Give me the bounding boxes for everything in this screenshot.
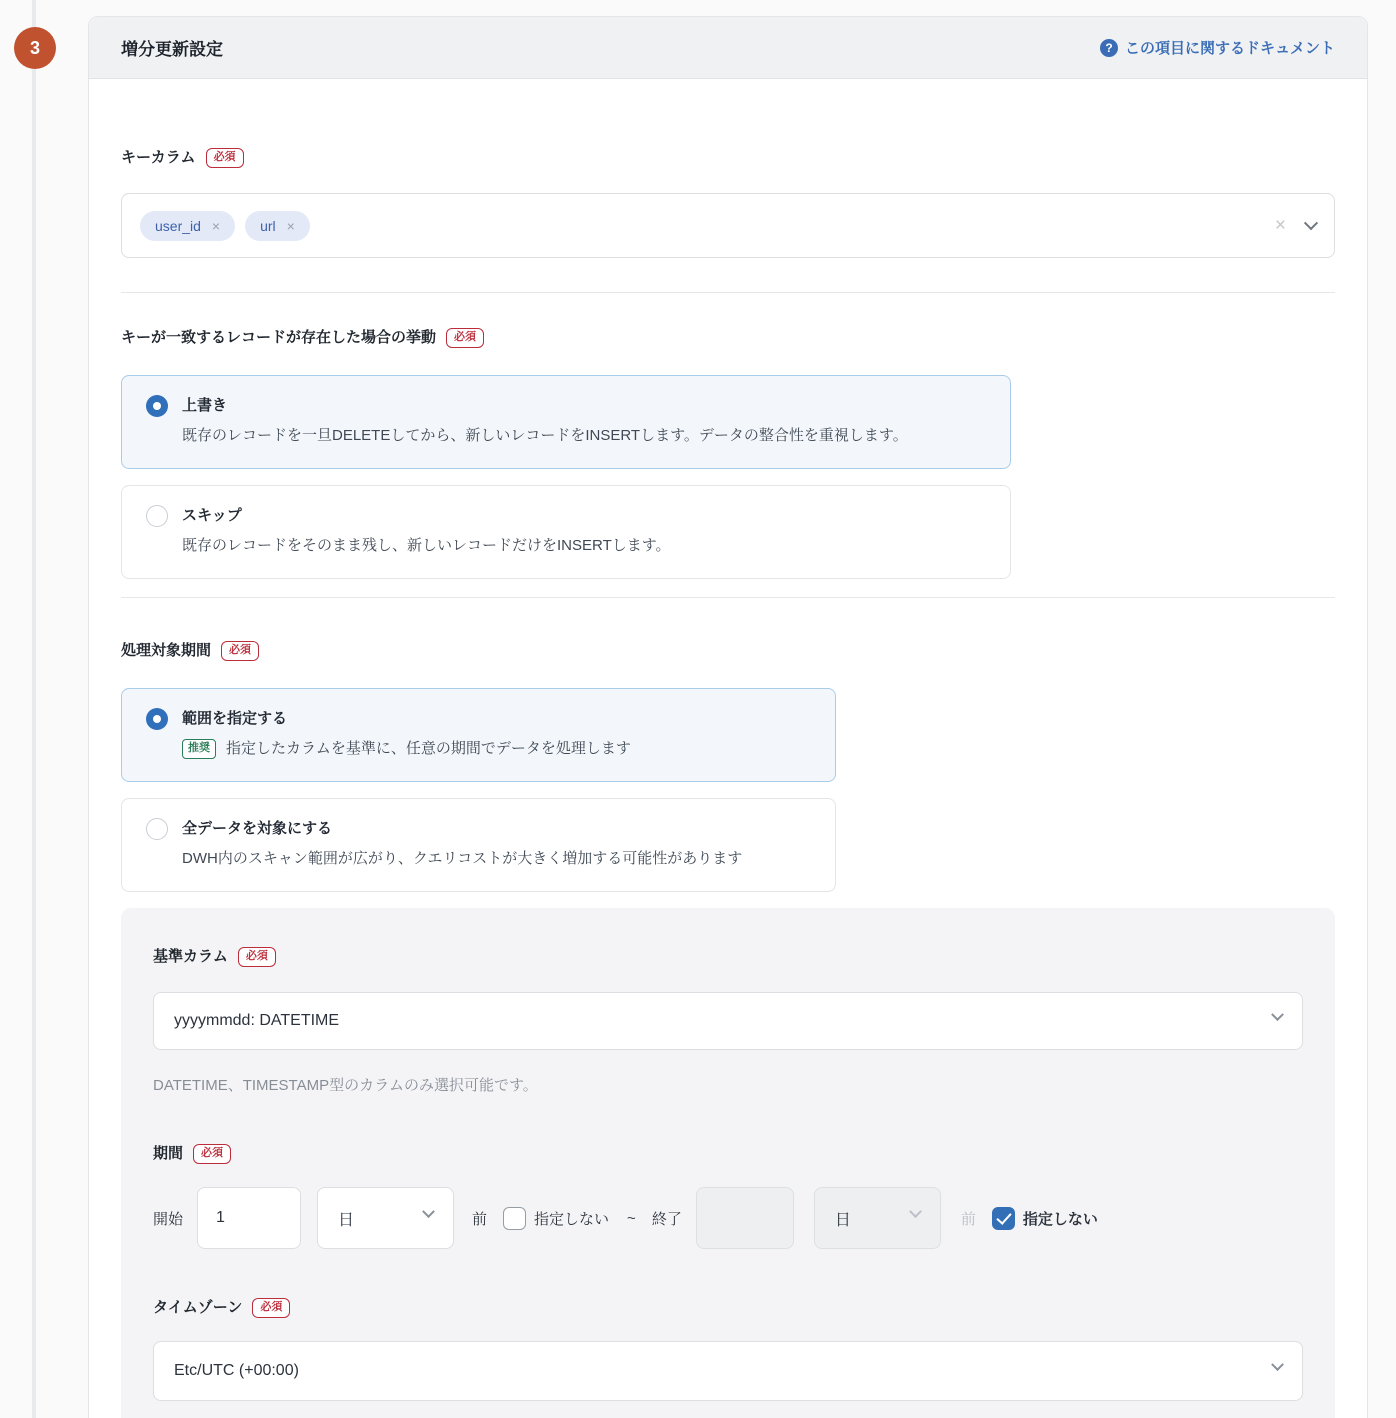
card-body (89, 147, 1367, 1418)
end-label: 終了 (651, 1210, 682, 1228)
option-all-data[interactable] (121, 798, 836, 892)
start-value-input[interactable] (197, 1187, 301, 1249)
option-specify-range[interactable] (121, 688, 836, 782)
option-skip-head (146, 505, 986, 527)
radio-selected-icon[interactable] (146, 395, 168, 417)
range-settings-panel (121, 908, 1335, 1418)
tag-user-id-label: user_id (155, 217, 201, 234)
tilde-separator: ~ (627, 1209, 636, 1227)
option-skip-description-text: 既存のレコードをそのまま残し、新しいレコードだけをINSERTします。 (182, 537, 671, 554)
merge-behavior-section (121, 327, 1335, 579)
start-label: 開始 (153, 1210, 184, 1228)
multiselect-controls (1275, 216, 1316, 235)
option-specify-range-head (146, 708, 811, 730)
timezone-section (153, 1297, 1303, 1401)
merge-behavior-label: キーが一致するレコードが存在した場合の挙動 (121, 329, 437, 346)
timezone-value: Etc/UTC (+00:00) (174, 1362, 299, 1379)
end-not-specified-label: 指定しない (1022, 1210, 1098, 1228)
option-all-data-description (182, 848, 811, 870)
end-unit-value: 日 (834, 1211, 851, 1229)
chevron-down-icon (1271, 1008, 1284, 1021)
required-badge: 必須 (193, 1144, 231, 1164)
remove-tag-icon[interactable]: × (211, 217, 221, 234)
key-column-label: キーカラム (121, 149, 196, 166)
base-column-section (153, 946, 1303, 1095)
start-unit-value: 日 (338, 1211, 355, 1229)
section-divider (121, 597, 1335, 598)
end-value-input[interactable] (696, 1187, 794, 1249)
incremental-update-settings-card (88, 16, 1368, 1418)
base-column-help-text: DATETIME、TIMESTAMP型のカラムのみ選択可能です。 (153, 1077, 538, 1094)
merge-behavior-label-row (121, 327, 1335, 349)
period-row (153, 1187, 1303, 1249)
key-column-tags (140, 211, 310, 241)
option-overwrite[interactable] (121, 375, 1011, 469)
section-divider (121, 292, 1335, 293)
option-skip[interactable] (121, 485, 1011, 579)
option-overwrite-head (146, 395, 986, 417)
start-unit-select[interactable] (317, 1187, 454, 1249)
chevron-down-icon (1271, 1358, 1284, 1371)
documentation-link-label: この項目に関するドキュメント (1124, 40, 1335, 57)
timezone-select[interactable] (153, 1341, 1303, 1401)
option-skip-description (182, 535, 986, 557)
remove-tag-icon[interactable]: × (286, 217, 295, 234)
tag-url-label: url (260, 217, 276, 234)
base-column-label-row (153, 946, 1303, 968)
documentation-link[interactable] (1100, 37, 1335, 58)
tag-url (245, 211, 310, 241)
target-period-label: 処理対象期間 (121, 642, 212, 659)
period-section (153, 1143, 1303, 1249)
question-circle-icon: ? (1100, 39, 1118, 57)
end-ago-label: 前 (960, 1210, 976, 1228)
option-all-data-title: 全データを対象にする (182, 820, 333, 837)
option-overwrite-description (182, 425, 986, 447)
required-badge: 必須 (238, 947, 276, 967)
card-header (89, 17, 1367, 79)
base-column-select[interactable] (153, 992, 1303, 1050)
option-specify-range-description-text: 指定したカラムを基準に、任意の期間でデータを処理します (226, 740, 631, 757)
end-unit-select[interactable] (814, 1187, 941, 1249)
key-column-multiselect[interactable] (121, 193, 1335, 258)
radio-unselected-icon[interactable] (146, 818, 168, 840)
chevron-down-icon (909, 1205, 922, 1218)
option-overwrite-title: 上書き (182, 397, 228, 414)
timezone-label: タイムゾーン (153, 1299, 243, 1316)
option-specify-range-title: 範囲を指定する (182, 710, 288, 727)
clear-all-icon[interactable]: × (1274, 215, 1286, 236)
card-title: 増分更新設定 (121, 40, 223, 59)
required-badge: 必須 (221, 641, 259, 661)
base-column-label: 基準カラム (153, 948, 228, 965)
required-badge: 必須 (446, 328, 484, 348)
chevron-down-icon (422, 1205, 435, 1218)
period-label: 期間 (153, 1145, 184, 1162)
end-not-specified-checkbox[interactable] (992, 1207, 1015, 1230)
recommended-badge: 推奨 (182, 739, 216, 758)
radio-unselected-icon[interactable] (146, 505, 168, 527)
option-skip-title: スキップ (182, 507, 242, 524)
required-badge: 必須 (206, 148, 244, 168)
option-all-data-description-text: DWH内のスキャン範囲が広がり、クエリコストが大きく増加する可能性があります (182, 850, 743, 867)
step-timeline (32, 0, 36, 1418)
key-column-section (121, 147, 1335, 258)
key-column-label-row (121, 147, 1335, 169)
timezone-label-row (153, 1297, 1303, 1319)
start-ago-label: 前 (472, 1210, 488, 1228)
option-all-data-head (146, 818, 811, 840)
target-period-label-row (121, 640, 1335, 662)
start-not-specified-checkbox[interactable] (503, 1207, 526, 1230)
option-specify-range-description (182, 738, 811, 760)
chevron-down-icon[interactable] (1304, 216, 1318, 230)
option-overwrite-description-text: 既存のレコードを一旦DELETEしてから、新しいレコードをINSERTします。データの整合性を重視します。 (182, 427, 908, 444)
base-column-value: yyyymmdd: DATETIME (174, 1012, 340, 1029)
required-badge: 必須 (252, 1298, 290, 1318)
radio-selected-icon[interactable] (146, 708, 168, 730)
tag-user-id (140, 211, 235, 241)
start-not-specified-label: 指定しない (534, 1210, 610, 1228)
period-label-row (153, 1143, 1303, 1165)
target-period-section (121, 640, 1335, 892)
step-number-badge: 3 (14, 27, 56, 69)
